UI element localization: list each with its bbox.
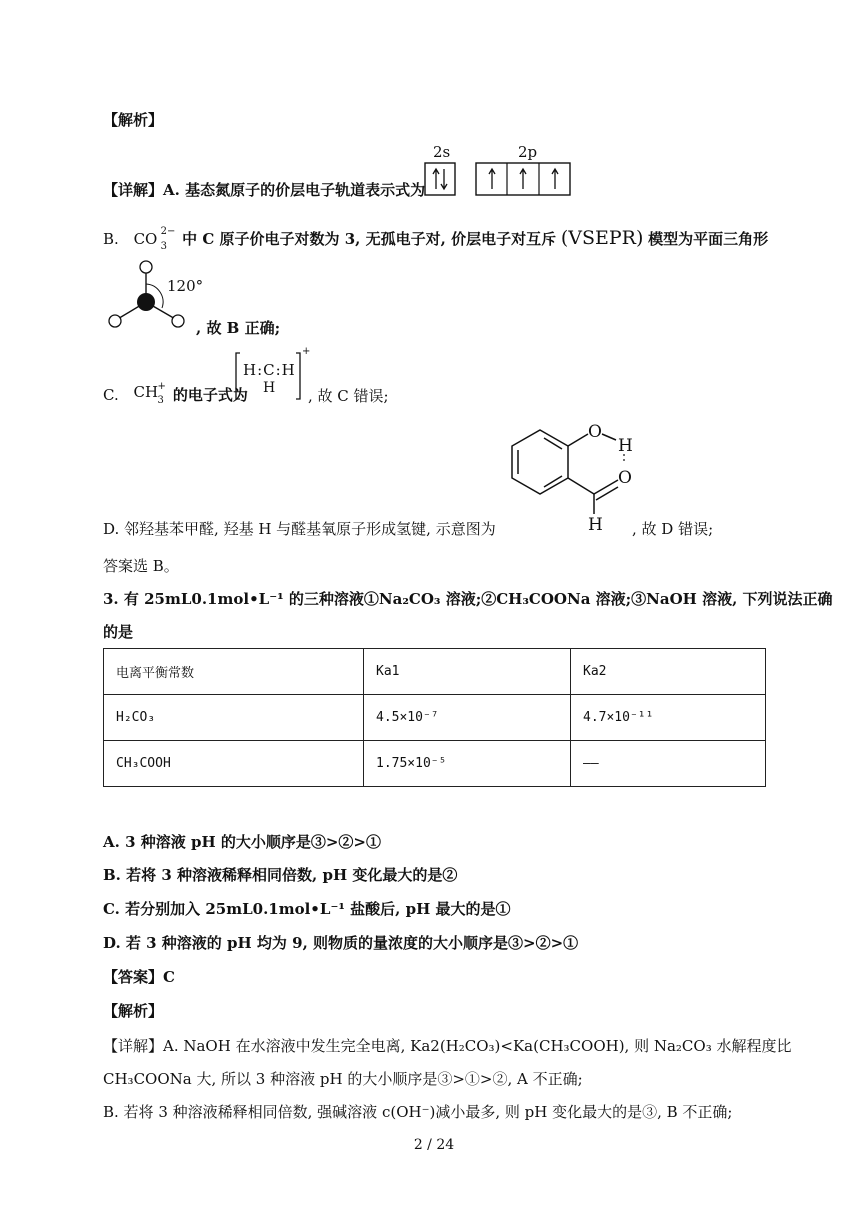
electron-formula-charge: + bbox=[302, 346, 311, 357]
methyl-species: CH bbox=[133, 383, 159, 401]
option-d: D. 若 3 种溶液的 pH 均为 9, 则物质的量浓度的大小顺序是③>②>① bbox=[103, 934, 579, 952]
item-b-lead: B. bbox=[103, 230, 119, 248]
item-b bbox=[103, 226, 769, 252]
carbonate-species: CO bbox=[133, 230, 158, 248]
ionization-constant-table bbox=[103, 648, 766, 787]
struct-label-h-hydroxyl: H bbox=[618, 436, 633, 456]
question-3-line2: 的是 bbox=[103, 623, 134, 641]
analysis-header: 【解析】 bbox=[103, 111, 164, 129]
analysis-header-2: 【解析】 bbox=[103, 1002, 164, 1020]
detail-3-line3: B. 若将 3 种溶液稀释相同倍数, 强碱溶液 c(OH⁻)减小最多, 则 pH 变化最大的是③, B 不正确; bbox=[103, 1103, 733, 1121]
item-c-lead: C. bbox=[103, 386, 119, 404]
table-cell: 1.75×10⁻⁵ bbox=[364, 741, 571, 787]
table-header-cell: Ka2 bbox=[571, 649, 766, 695]
item-b-text: 中 C 原子价电子对数为 3, 无孤电子对, 价层电子对互斥 bbox=[182, 230, 557, 248]
item-b-conclusion: , 故 B 正确; bbox=[196, 319, 281, 337]
table-cell: H₂CO₃ bbox=[104, 695, 364, 741]
trigonal-planar-model bbox=[102, 258, 194, 334]
detail-3-line2: CH₃COONa 大, 所以 3 种溶液 pH 的大小顺序是③>①>②, A 不正确; bbox=[103, 1070, 583, 1088]
item-d-conclusion: , 故 D 错误; bbox=[632, 520, 714, 538]
bond-angle-label: 120° bbox=[167, 277, 204, 295]
page-number: 2 / 24 bbox=[413, 1137, 455, 1153]
table-header-cell: 电离平衡常数 bbox=[104, 649, 364, 695]
methyl-cation-formula bbox=[133, 381, 166, 406]
table-cell: 4.7×10⁻¹¹ bbox=[571, 695, 766, 741]
item-d-text: D. 邻羟基苯甲醛, 羟基 H 与醛基氧原子形成氢键, 示意图为 bbox=[103, 520, 496, 538]
answer-line: 答案选 B。 bbox=[103, 557, 179, 575]
option-c: C. 若分别加入 25mL0.1mol•L⁻¹ 盐酸后, pH 最大的是① bbox=[103, 900, 511, 918]
table-row bbox=[104, 695, 766, 741]
table-cell: —— bbox=[571, 741, 766, 787]
vsepr-label: (VSEPR) bbox=[560, 227, 644, 249]
answer-label: 【答案】C bbox=[103, 968, 175, 986]
methyl-charge: + bbox=[157, 381, 166, 392]
table-header-cell: Ka1 bbox=[364, 649, 571, 695]
orbital-diagram bbox=[424, 162, 574, 196]
table-cell: CH₃COOH bbox=[104, 741, 364, 787]
orbital-label-2s: 2s bbox=[433, 143, 451, 161]
orbital-label-2p: 2p bbox=[518, 143, 538, 161]
struct-label-h-aldehyde: H bbox=[588, 515, 603, 535]
question-3-line1: 3. 有 25mL0.1mol•L⁻¹ 的三种溶液①Na₂CO₃ 溶液;②CH₃COONa 溶液;③NaOH 溶液, 下列说法正确 bbox=[103, 590, 833, 608]
table-header-row bbox=[104, 649, 766, 695]
electron-formula-top: H:C:H bbox=[243, 361, 296, 379]
item-c-text: 的电子式为 bbox=[172, 386, 248, 404]
struct-label-o-carbonyl: O bbox=[618, 468, 632, 488]
electron-formula-bottom: H bbox=[263, 380, 276, 396]
item-c bbox=[103, 381, 248, 406]
struct-label-o-hydroxyl: O bbox=[588, 422, 602, 442]
carbonate-formula bbox=[133, 226, 176, 252]
table-row bbox=[104, 741, 766, 787]
option-a: A. 3 种溶液 pH 的大小顺序是③>②>① bbox=[103, 833, 381, 851]
option-b: B. 若将 3 种溶液稀释相同倍数, pH 变化最大的是② bbox=[103, 866, 458, 884]
detail-3-line1: 【详解】A. NaOH 在水溶液中发生完全电离, Ka2(H₂CO₃)<Ka(CH₃COOH), 则 Na₂CO₃ 水解程度比 bbox=[103, 1037, 792, 1055]
detail-a-text: 【详解】A. 基态氮原子的价层电子轨道表示式为 bbox=[103, 181, 426, 199]
carbonate-subscript: 3 bbox=[160, 241, 167, 252]
carbonate-charge: 2− bbox=[160, 226, 176, 237]
item-c-conclusion: , 故 C 错误; bbox=[308, 387, 389, 405]
table-cell: 4.5×10⁻⁷ bbox=[364, 695, 571, 741]
methyl-subscript: 3 bbox=[157, 395, 164, 406]
item-b-tail: 模型为平面三角形 bbox=[648, 230, 769, 248]
